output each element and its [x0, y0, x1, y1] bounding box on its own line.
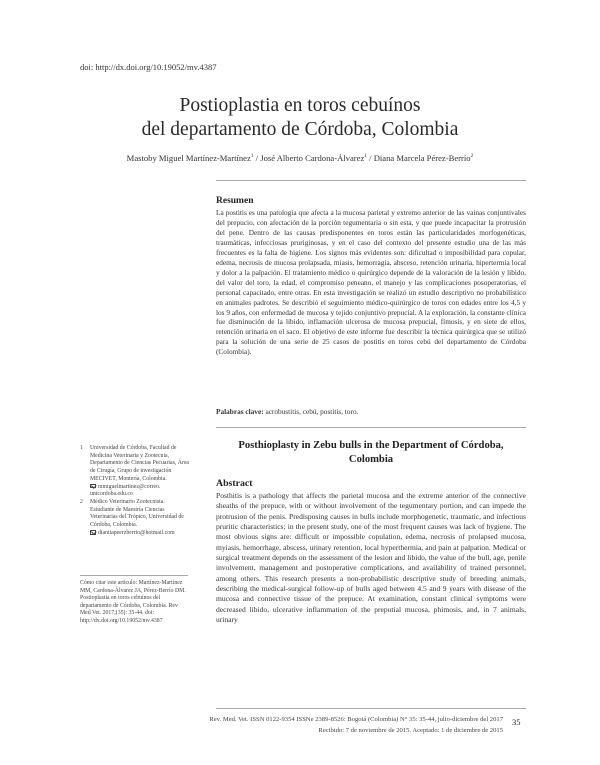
footnote-1-email-cont[interactable]: unicordoba.edu.co: [90, 491, 133, 498]
footnote-1-email[interactable]: mmiguelmartinez@correo.: [98, 483, 161, 490]
english-title: [216, 439, 526, 466]
footnote-1-affiliation: Universidad de Córdoba, Facultad de Medicina Veterinaria y Zootecnia, Departamento de Ciencias Pecuarias, Área de Cirugía, Grupo de investigación MECIVET, Montería, Colombia.: [90, 445, 189, 482]
article-title: [0, 94, 600, 142]
footnote-1: [80, 445, 190, 499]
footnote-2-affiliation: Médico Veterinario Zootecnista. Estudiante de Maestría Ciencias Veterinarias del Trópico, Universidad de Córdoba, Colombia.: [90, 498, 184, 529]
mail-icon: [90, 484, 96, 489]
footnote-2-number: 2: [80, 498, 83, 505]
author-3-affiliation: 2: [470, 153, 474, 160]
page-number: 35: [512, 717, 521, 727]
title-line-2: del departamento de Córdoba, Colombia: [141, 119, 459, 140]
received-accepted-dates: Recibido: 7 de noviembre de 2015. Aceptado: 1 de diciembre de 2015: [318, 727, 503, 734]
footnote-2: [80, 499, 190, 538]
affiliation-footnotes: [80, 445, 190, 537]
author-2: José Alberto Cardona-Álvarez: [260, 153, 365, 163]
abstract-heading: Abstract: [216, 478, 253, 489]
author-2-affiliation: 1: [364, 153, 368, 160]
author-1-affiliation: 1: [250, 153, 254, 160]
keywords-value: acrobustitis, cebú, postitis, toro.: [263, 407, 359, 416]
author-separator: /: [367, 153, 374, 163]
how-to-cite: Cómo citar este artículo: Martínez-Martínez MM, Cardona-Álvarez JA, Pérez-Berrío DM. Postioplastia en toros cebuínos del departamento de Córdoba, Colombia. Rev Med Vet. 2017;(35): 35-44. doi: http://dx.doi.org/10.19052/mv.4387: [80, 580, 186, 624]
author-1: Mastoby Miguel Martínez-Martínez: [126, 153, 251, 163]
footnote-2-email[interactable]: dianitapeerzberrio@hotmail.com: [98, 529, 175, 536]
section-divider: [216, 180, 526, 181]
footnote-1-text: [90, 445, 190, 499]
abstract-text: Posthitis is a pathology that affects the parietal mucosa and the extreme anterior of the connective sheaths of the prepuce, with or without involvement of the tegumentary portion, and can impede the protrusion of the penis. Predisposing causes in bulls include morphogenetic, traumatic, and infectious pruritic characteristics; in the present study, one of the most frequent causes was lack of hygiene. The most obvious signs are: difficult or impossible copulation, edema, necrosis of prolapsed mucosa, myiasis, hemorrhage, abscess, urinary retention, local hyperthermia, and pain at palpation. Medical or surgical treatment depends on the assessment of the lesion and libido, the value of the bull, age, penile involvement, management and postoperative complications, and availability of trained personnel, among others. This research presents a non-probabilistic descriptive study of breeding animals, describing the medical-surgical follow-up of bulls aged between 4.5 and 9 years with disease of the mucosa and connective tissue of the prepuce. At examination, constant clinical symptoms were decreased libido, ulcerative inflammation of the preputial mucosa, phimosis, and, in 7 animals, urinary: [216, 491, 526, 625]
resumen-heading: Resumen: [216, 196, 254, 206]
footer-divider: [216, 708, 526, 709]
author-list: [0, 153, 600, 163]
doi-link[interactable]: doi: http://dx.doi.org/10.19052/mv.4387: [80, 62, 217, 72]
english-title-line-2: Colombia: [348, 453, 394, 465]
english-title-line-1: Posthioplasty in Zebu bulls in the Department of Córdoba,: [238, 440, 504, 451]
citation-divider: [80, 575, 188, 576]
resumen-text: La postitis es una patología que afecta a la mucosa parietal y extremo anterior de las vainas conjuntivales del prepucio, con afectación de la porción tegumentaria o sin esta, y que puede incapacitar la protrusión del pene. Dentro de las causas predisponentes en toros están las particularidades morfogenéticas, traumáticas, infecciosas pruriginosas, y en el caso del contexto del presente estudio una de las más frecuentes es la falta de higiene. Los signos más evidentes son: dificultad o imposibilidad para copular, edema, necrosis de mucosa prolapsada, miasis, hemorragia, absceso, retención urinaria, hipertermia local y dolor a la palpación. El tratamiento médico o quirúrgico depende de la valoración de la lesión y libido, del valor del toro, la edad, el compromiso peneano, el manejo y las complicaciones posoperatorias, el personal capacitado, entre otras. En esta investigación se realizó un estudio descriptivo no probabilístico en animales padrotes. Se describió el seguimiento médico-quirúrgico de toros con edades entre los 4,5 y los 9 años, con enfermedad de mucosa y tejido conjuntivo prepucial. A la exploración, la constante clínica fue disminución de la libido, inflamación ulcerosa de mucosa prepucial, fimosis, y en siete de ellos, retención urinaria en el saco. El objetivo de este informe fue describir la técnica quirúrgica que se utilizó para la solución de una serie de 25 casos de postitis en toros cebú del departamento de Córdoba (Colombia).: [216, 208, 526, 357]
title-line-1: Postioplastia en toros cebuínos: [179, 95, 421, 116]
footnote-1-number: 1: [80, 445, 83, 451]
footnote-2-text: [90, 499, 190, 538]
keywords-es: [216, 407, 526, 416]
author-3: Diana Marcela Pérez-Berrío: [373, 153, 471, 163]
journal-info: Rev. Med. Vet. ISSN 0122-9354 ISSNe 2389-8526: Bogotá (Colombia) N° 35: 35-44, julio-diciembre del 2017: [209, 716, 503, 723]
author-separator: /: [253, 153, 261, 163]
mail-icon: [90, 530, 96, 535]
keywords-label: Palabras clave:: [216, 407, 264, 416]
